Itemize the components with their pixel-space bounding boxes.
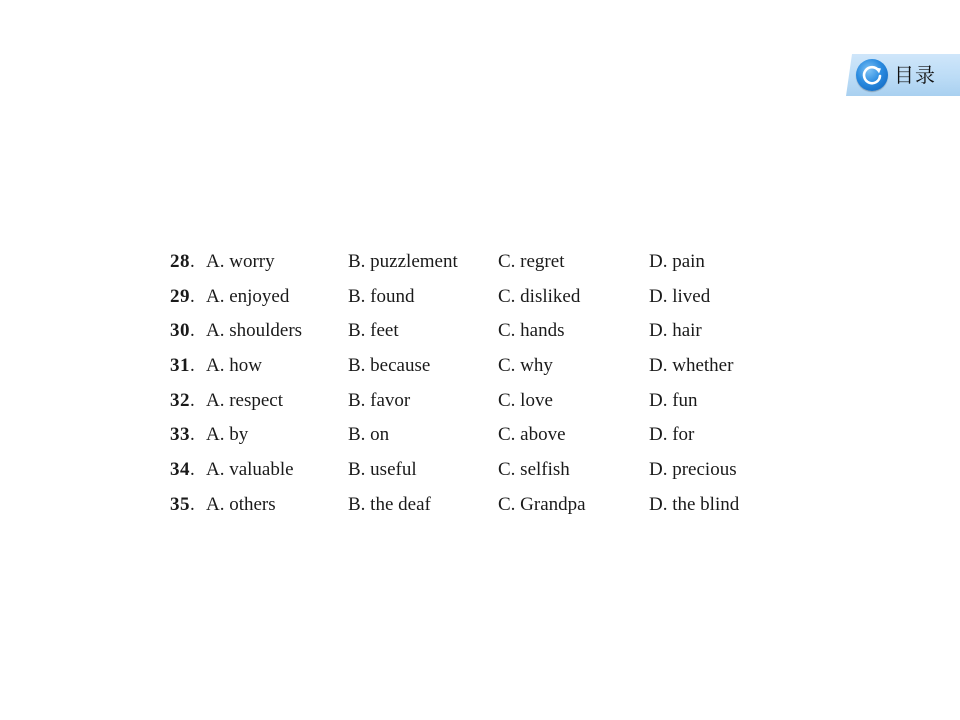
option-c: C. regret: [498, 251, 565, 272]
toc-button-notch: [846, 54, 852, 96]
question-number: 28.: [170, 251, 196, 272]
option-b: B. the deaf: [348, 493, 431, 515]
option-c: C. disliked: [498, 285, 581, 307]
question-number: 29.: [170, 285, 196, 307]
option-b: B. puzzlement: [348, 251, 458, 272]
option-a: A. by: [206, 424, 249, 446]
option-a: A. others: [206, 493, 276, 515]
question-list: [170, 245, 790, 523]
option-d: D. pain: [649, 251, 705, 272]
option-d: D. lived: [649, 285, 711, 307]
option-b: B. feet: [348, 320, 399, 342]
refresh-circle-icon: [856, 59, 888, 91]
toc-label: 目录: [894, 63, 936, 87]
question-number: 33.: [170, 424, 196, 446]
option-c: C. above: [498, 424, 566, 446]
option-b: B. found: [348, 285, 415, 307]
option-c: C. why: [498, 355, 553, 377]
option-c: C. Grandpa: [498, 493, 586, 515]
option-d: D. precious: [649, 459, 737, 481]
option-b: B. because: [348, 355, 431, 377]
option-d: D. whether: [649, 355, 734, 377]
question-number: 30.: [170, 320, 196, 342]
question-number: 31.: [170, 355, 196, 377]
question-number: 34.: [170, 459, 196, 481]
option-b: B. on: [348, 424, 390, 446]
option-a: A. worry: [206, 251, 275, 272]
question-row: [170, 384, 790, 419]
option-a: A. valuable: [206, 459, 294, 481]
question-row: [170, 314, 790, 349]
question-row: [170, 453, 790, 488]
option-a: A. shoulders: [206, 320, 303, 342]
option-a: A. respect: [206, 389, 284, 411]
question-number: 35.: [170, 493, 196, 515]
question-row: [170, 488, 790, 523]
question-number: 32.: [170, 389, 196, 411]
option-b: B. favor: [348, 389, 411, 411]
option-a: A. how: [206, 355, 262, 377]
question-row: [170, 280, 790, 315]
option-a: A. enjoyed: [206, 285, 290, 307]
option-c: C. hands: [498, 320, 565, 342]
option-c: C. selfish: [498, 459, 570, 481]
option-d: D. for: [649, 424, 695, 446]
option-d: D. fun: [649, 389, 698, 411]
option-d: D. hair: [649, 320, 702, 342]
option-b: B. useful: [348, 459, 417, 481]
option-d: D. the blind: [649, 493, 740, 515]
toc-button[interactable]: [846, 54, 960, 96]
question-row: [170, 349, 790, 384]
question-row: [170, 418, 790, 453]
question-row: [170, 245, 790, 280]
option-c: C. love: [498, 389, 553, 411]
